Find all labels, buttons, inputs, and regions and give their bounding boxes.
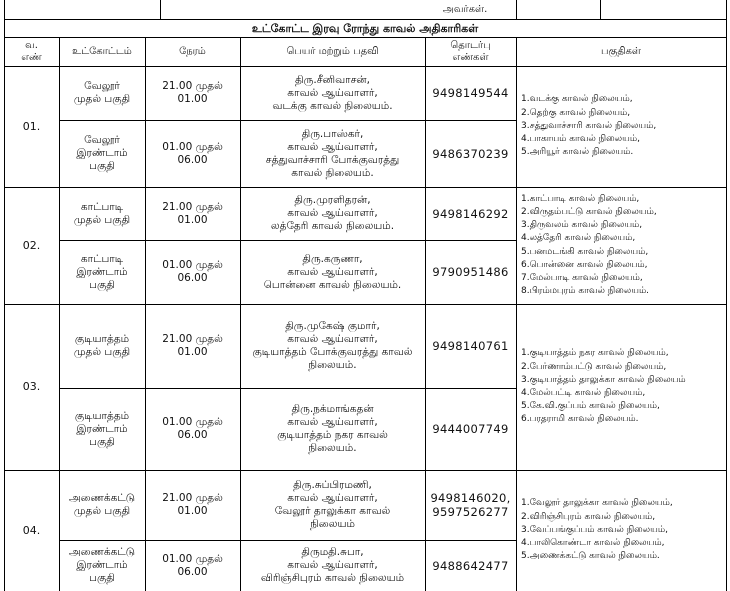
right-border-top (726, 0, 727, 38)
officer-cell (240, 187, 425, 240)
officer-cell (240, 540, 425, 591)
subdivision-cell-line: பகுதி (89, 572, 115, 584)
time-cell (145, 388, 240, 470)
areas-list-line: 2.விருதம்பட்டு காவல் நிலையம், (521, 206, 657, 217)
time-cell-line: 06.00 (177, 153, 208, 166)
officer-cell-line: பொன்னை காவல் நிலையம். (263, 278, 402, 291)
time-cell (145, 66, 240, 120)
col-header-sno-line: எண் (21, 52, 42, 63)
subdivision-cell-line: குடியாத்தம் (74, 333, 130, 345)
officer-cell (240, 388, 425, 470)
time-cell (145, 304, 240, 388)
col-header-time-line: நேரம் (179, 46, 206, 57)
col-header-subdivision-line: உட்கோட்டம் (72, 46, 132, 57)
officer-cell-line: திரு.கருணா, (302, 252, 363, 265)
officer-cell-line: காவல் ஆய்வாளர், (287, 265, 378, 278)
serial-number: 03. (22, 380, 41, 393)
col-header-subdivision (59, 38, 145, 66)
officer-cell-line: காவல் நிலையம். (291, 166, 374, 179)
officer-cell-line: திரு.நக்மாங்கதன் (291, 403, 374, 415)
col-header-time (145, 38, 240, 66)
phone-cell-line: 9444007749 (432, 422, 509, 436)
subdivision-cell-line: முதல் பகுதி (73, 346, 131, 358)
time-cell-line: 01.00 முதல் (162, 259, 223, 271)
subdivision-cell-line: அணைக்கட்டு (68, 546, 136, 558)
subdivision-cell-line: வேலூர் (84, 80, 120, 92)
serial-number: 02. (22, 238, 41, 252)
subdivision-cell (59, 120, 145, 187)
time-cell-line: 21.00 முதல் (162, 492, 223, 504)
time-cell-line: 06.00 (177, 272, 208, 284)
officer-cell-line: லத்தேரி காவல் நிலையம். (270, 220, 395, 232)
phone-cell-line: 9498146292 (432, 206, 509, 221)
areas-list-line: 4.லத்தேரி காவல் நிலையம், (521, 233, 636, 244)
subdivision-cell-line: முதல் பகுதி (73, 505, 131, 517)
serial-number: 01. (22, 119, 41, 133)
officer-cell-line: திரு.முகேஷ் குமார், (285, 320, 380, 332)
areas-list-line: 5.கே.வி.குப்பம் காவல் நிலையம், (521, 401, 660, 412)
officer-cell-line: குடியாத்தம் போக்குவரத்து காவல் (252, 346, 413, 358)
time-cell-line: 21.00 முதல் (162, 200, 223, 213)
time-cell-line: 01.00 (177, 346, 208, 358)
subdivision-cell (59, 470, 145, 540)
areas-list-line: 8.பிரம்மபுரம் காவல் நிலையம். (521, 286, 650, 297)
phone-cell-line: 9498140761 (432, 339, 509, 353)
top-divider-2 (516, 0, 517, 20)
officer-cell-line: திரு.சீனிவாசன், (295, 73, 370, 86)
areas-list-line: 1.குடியாத்தம் நகர காவல் நிலையம், (521, 348, 669, 359)
time-cell-line: 21.00 முதல் (162, 80, 223, 92)
subdivision-cell (59, 540, 145, 591)
officer-cell-line: காவல் ஆய்வாளர், (287, 140, 378, 153)
areas-list-line: 2.தெற்கு காவல் நிலையம், (521, 107, 631, 118)
top-divider-3 (600, 0, 601, 20)
top-left-border (4, 0, 5, 20)
phone-cell-line: 9597526277 (432, 505, 509, 519)
phone-cell (425, 240, 516, 304)
officer-cell-line: விரிஞ்சிபுரம் காவல் நிலையம் (260, 572, 405, 584)
subdivision-cell (59, 187, 145, 240)
subdivision-cell-line: இரண்டாம் (76, 559, 128, 571)
subdivision-cell (59, 66, 145, 120)
subdivision-cell-line: இரண்டாம் (76, 422, 128, 435)
officer-cell-line: காவல் ஆய்வாளர், (287, 559, 378, 571)
areas-list-line: 4.மேல்பட்டி காவல் நிலையம், (521, 388, 646, 398)
officer-cell-line: சத்துவாச்சாரி போக்குவரத்து (265, 153, 400, 166)
officer-cell-line: காவல் ஆய்வாளர், (287, 416, 378, 428)
phone-cell (425, 304, 516, 388)
time-cell-line: 01.00 முதல் (162, 140, 223, 153)
subdivision-cell-line: பகுதி (89, 278, 115, 291)
subdivision-cell (59, 240, 145, 304)
areas-list-line: 5.அணைக்கட்டு காவல் நிலையம். (521, 551, 660, 562)
subdivision-cell-line: காட்பாடி (80, 252, 124, 265)
top-rule (4, 19, 726, 20)
time-cell-line: 06.00 (177, 565, 208, 578)
officer-cell-line: திருமதி.சுபா, (301, 546, 364, 558)
subdivision-cell-line: காட்பாடி (80, 200, 124, 213)
officer-cell-line: காவல் ஆய்வாளர், (287, 492, 378, 504)
officer-cell-line: நிலையம். (308, 442, 357, 454)
time-cell-line: 06.00 (177, 429, 208, 441)
subdivision-cell-line: இரண்டாம் (76, 265, 128, 278)
subdivision-cell-line: குடியாத்தம் (74, 409, 130, 422)
officer-cell (240, 304, 425, 388)
officer-cell (240, 470, 425, 540)
officer-cell-line: வேலூர் தாலுக்கா காவல் (274, 505, 391, 517)
col-header-areas-line: பகுதிகள் (601, 46, 641, 57)
col-header-name (240, 38, 425, 66)
col-header-areas (516, 38, 726, 66)
phone-cell-line: 9488642477 (432, 558, 509, 573)
officer-cell-line: திரு.முரளிதரன், (294, 194, 371, 206)
areas-list-line: 4.பாலிகொண்டா காவல் நிலையம், (521, 538, 665, 549)
areas-list (521, 187, 725, 304)
areas-list-line: 2.பேர்ணாம்பட்டு காவல் நிலையம், (521, 361, 667, 372)
areas-list (521, 304, 725, 470)
subdivision-cell-line: இரண்டாம் (76, 147, 128, 159)
areas-list-line: 5.அரியூர் காவல் நிலையம். (521, 147, 634, 158)
phone-cell-line: 9486370239 (432, 146, 509, 161)
col-header-name-line: பெயர் மற்றும் பதவி (286, 46, 379, 57)
officer-cell-line: நிலையம். (308, 359, 357, 371)
col-header-contact-line: தொடர்பு (450, 40, 491, 51)
time-cell-line: 01.00 (177, 93, 208, 105)
phone-cell-line: 9498149544 (432, 86, 509, 100)
serial-number: 04. (22, 523, 41, 537)
officer-cell-line: நிலையம் (310, 518, 355, 530)
time-cell (145, 470, 240, 540)
subdivision-cell-line: பகுதி (89, 160, 115, 172)
col-header-contact (425, 38, 516, 66)
areas-list-line: 4.பாகாயம் காவல் நிலையம், (521, 134, 640, 145)
phone-cell-line: 9498146020, (430, 491, 511, 505)
areas-list-line: 6.பரதராமி காவல் நிலையம். (521, 414, 639, 425)
subdivision-cell-line: பகுதி (89, 435, 115, 448)
areas-list-line: 6.பொன்னை காவல் நிலையம், (521, 259, 648, 270)
phone-cell (425, 66, 516, 120)
officer-cell (240, 66, 425, 120)
column-border-5 (516, 38, 517, 591)
time-cell-line: 01.00 (177, 213, 208, 226)
subdivision-cell-line: முதல் பகுதி (73, 213, 131, 226)
subdivision-cell-line: வேலூர் (84, 134, 120, 146)
areas-list-line: 2.விரிஞ்சிபுரம் காவல் நிலையம், (521, 511, 656, 522)
officer-cell-line: திரு.சுப்பிரமணி, (293, 479, 372, 491)
col-header-sno-line: வ. (25, 40, 38, 51)
time-cell-line: 01.00 (177, 505, 208, 517)
time-cell-line: 01.00 முதல் (162, 416, 223, 428)
subdivision-cell (59, 388, 145, 470)
areas-list-line: 3.குடியாத்தம் தாலுக்கா காவல் நிலையம் (521, 374, 686, 385)
phone-cell (425, 540, 516, 591)
areas-list-line: 1.காட்பாடி காவல் நிலையம், (521, 193, 640, 204)
areas-list-line: 3.வேப்பங்குப்பம் காவல் நிலையம், (521, 524, 668, 535)
col-header-contact-line: எண்கள் (452, 52, 489, 63)
subdivision-cell-line: முதல் பகுதி (73, 93, 131, 105)
time-cell (145, 540, 240, 591)
areas-list (521, 470, 725, 591)
officer-cell-line: காவல் ஆய்வாளர், (287, 333, 378, 345)
table-title: உட்கோட்ட இரவு ரோந்து காவல் அதிகாரிகள் (251, 22, 479, 35)
time-cell (145, 187, 240, 240)
time-cell (145, 240, 240, 304)
column-border-6 (726, 38, 727, 591)
phone-cell (425, 120, 516, 187)
subdivision-cell (59, 304, 145, 388)
officer-cell (240, 120, 425, 187)
areas-list-line: 1.வேலூர் தாலுக்கா காவல் நிலையம், (521, 498, 673, 509)
areas-list-line: 7.மேல்பாடி காவல் நிலையம், (521, 272, 643, 283)
officer-cell (240, 240, 425, 304)
phone-cell (425, 470, 516, 540)
officer-cell-line: வடக்கு காவல் நிலையம். (272, 99, 393, 112)
officer-cell-line: குடியாத்தம் நகர காவல் (277, 429, 388, 441)
areas-list-line: 3.திருவலம் காவல் நிலையம், (521, 220, 643, 231)
officer-cell-line: திரு.பாஸ்கர், (301, 127, 364, 140)
officer-cell-line: காவல் ஆய்வாளர், (287, 86, 378, 99)
areas-list-line: 3.சத்துவாச்சாரி காவல் நிலையம், (521, 120, 657, 131)
areas-list (521, 66, 725, 187)
time-cell-line: 21.00 முதல் (162, 333, 223, 345)
top-divider-1 (160, 0, 161, 20)
phone-cell (425, 187, 516, 240)
time-cell (145, 120, 240, 187)
areas-list-line: 5.பனமடங்கி காவல் நிலையம், (521, 246, 649, 257)
officer-cell-line: காவல் ஆய்வாளர், (287, 207, 378, 219)
phone-cell (425, 388, 516, 470)
col-header-sno (4, 38, 59, 66)
time-cell-line: 01.00 முதல் (162, 552, 223, 565)
areas-list-line: 1.வடக்கு காவல் நிலையம், (521, 94, 633, 105)
phone-cell-line: 9790951486 (432, 265, 509, 279)
subdivision-cell-line: அணைக்கட்டு (68, 492, 136, 504)
header-fragment: அவர்கள். (442, 4, 488, 15)
